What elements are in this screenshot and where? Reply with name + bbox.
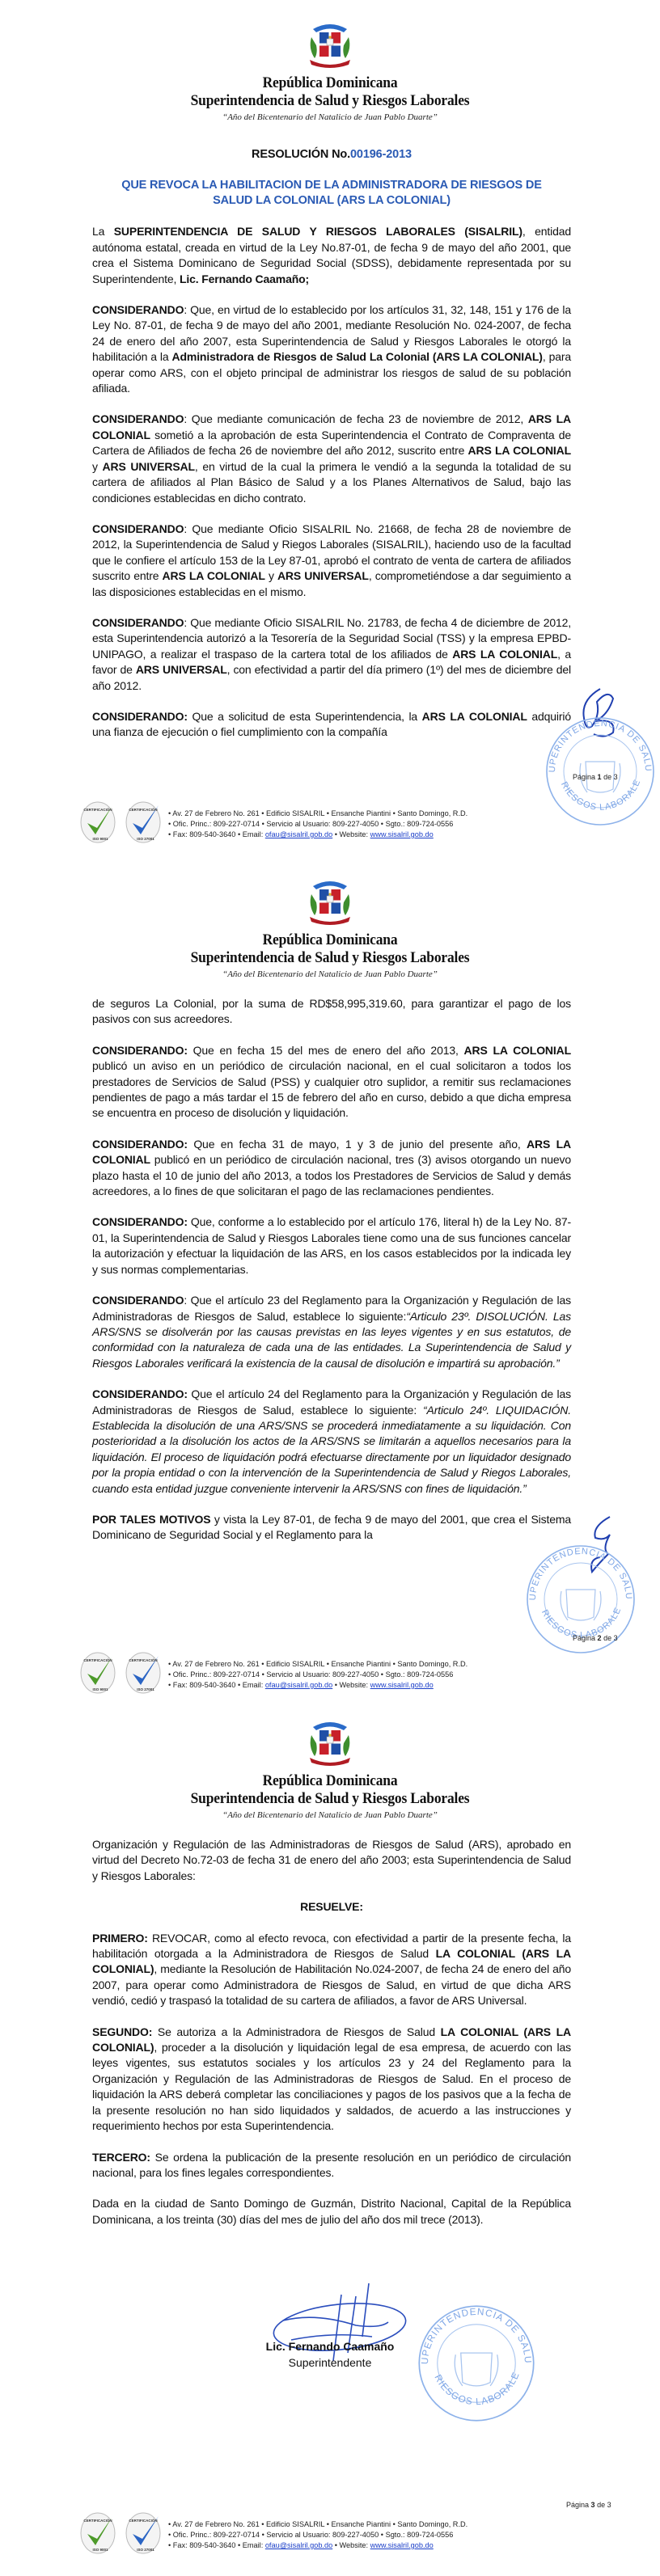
header-motto: “Año del Bicentenario del Natalicio de Juan Pablo Duarte”	[222, 112, 438, 122]
header-motto: “Año del Bicentenario del Natalicio de Juan Pablo Duarte”	[222, 969, 438, 979]
footer-fax-email-web: • Fax: 809-540-3640 • Email: ofau@sisalril.gob.do • Website: www.sisalril.gob.do	[168, 2541, 434, 2549]
por-tales-motivos: POR TALES MOTIVOS y vista la Ley 87-01, de fecha 9 de mayo del 2001, que crea el Sistema Dominicano de Seguridad Social y el Reglamento para la	[92, 1512, 571, 1542]
official-stamp-icon	[416, 2303, 537, 2424]
website-link[interactable]: www.sisalril.gob.do	[370, 1681, 434, 1689]
considerando-4: CONSIDERANDO: Que mediante Oficio SISALRIL No. 21783, de fecha 4 de diciembre de 2012, esta Superintendencia autorizó a la Tesorería de la Seguridad Social (TSS) y la empresa EPBD-UNIPAGO, a realizar el traspaso de la cartera total de los afiliados de ARS LA COLONIAL, a favor de ARS UNIVERSAL, con efectividad a partir del día primero (1º) del mes de diciembre del año 2012.	[92, 615, 572, 692]
iso-27001-certification-icon	[125, 2511, 162, 2555]
email-link[interactable]: ofau@sisalril.gob.do	[264, 1681, 333, 1689]
page-number: Página 2 de 3	[573, 1634, 618, 1642]
email-link[interactable]: ofau@sisalril.gob.do	[264, 2541, 333, 2549]
footer-fax-email-web: • Fax: 809-540-3640 • Email: ofau@sisalril.gob.do • Website: www.sisalril.gob.do	[168, 1681, 434, 1689]
continuation-paragraph: Organización y Regulación de las Administradoras de Riesgos de Salud (ARS), aprobado en virtud del Decreto No.72-03 de fecha 31 de enero del año 2003; esta Superintendencia de Salud y Riesgos Laborales:	[92, 1838, 571, 1882]
website-link[interactable]: www.sisalril.gob.do	[370, 830, 434, 838]
header-institution: Superintendencia de Salud y Riesgos Laborales	[190, 1790, 470, 1807]
considerando-5: CONSIDERANDO: Que a solicitud de esta Superintendencia, la ARS LA COLONIAL adquirió una fianza de ejecución o fiel cumplimiento con la compañía	[92, 709, 571, 739]
footer-address: • Av. 27 de Febrero No. 261 • Edificio SISALRIL • Ensanche Piantini • Santo Domingo, R.D.	[168, 809, 468, 817]
tercero: TERCERO: Se ordena la publicación de la presente resolución en un periódico de circulación nacional, para los fines legales correspondientes.	[92, 2150, 571, 2179]
coat-of-arms-icon	[303, 1719, 357, 1767]
iso-27001-certification-icon	[125, 800, 162, 844]
page-1-body	[92, 147, 571, 756]
considerando-6: CONSIDERANDO: Que en fecha 15 del mes de enero del año 2013, ARS LA COLONIAL publicó un aviso en un periódico de circulación nacional, en el cual solicitaron a todos los prestadores de Servicios de Salud (PSS) y cualquier otro suplidor, a remitir sus reclamaciones pendientes de pago a más tardar el 15 de febrero del año en curso, debido a que dicha empresa se encuentra en proceso de disolución y liquidación.	[92, 1043, 571, 1120]
iso-9001-certification-icon	[79, 800, 116, 844]
footer-fax-email-web: • Fax: 809-540-3640 • Email: ofau@sisalril.gob.do • Website: www.sisalril.gob.do	[168, 830, 434, 838]
coat-of-arms-icon	[303, 21, 357, 70]
page-number: Página 3 de 3	[566, 2501, 611, 2509]
footer-phones: • Ofic. Princ.: 809-227-0714 • Servicio al Usuario: 809-227-4050 • Sgto.: 809-724-0556	[168, 1670, 454, 1679]
primero: PRIMERO: REVOCAR, como al efecto revoca, con efectividad a partir de la presente fecha, la habilitación otorgada a la Administradora de Riesgos de Salud LA COLONIAL (ARS LA COLONIAL), mediante la Resolución de Habilitación No.024-2007, de fecha 24 de enero del año 2007, para operar como Administradora de Riesgos de Salud, en virtud de que dicha ARS vendió, cedió y traspasó la totalidad de su cartera de afiliados, a favor de ARS Universal.	[92, 1931, 571, 2008]
footer-address: • Av. 27 de Febrero No. 261 • Edificio SISALRIL • Ensanche Piantini • Santo Domingo, R.D.	[168, 1660, 468, 1668]
page-3-body	[92, 1837, 571, 2243]
email-link[interactable]: ofau@sisalril.gob.do	[264, 830, 333, 838]
intro-paragraph: La SUPERINTENDENCIA DE SALUD Y RIESGOS LABORALES (SISALRIL), entidad autónoma estatal, creada en virtud de la Ley No.87-01, de fecha 9 de mayo del año 2001, que crea el Sistema Dominicano de Seguridad Social (SDSS), debidamente representada por su Superintendente, Lic. Fernando Caamaño;	[92, 225, 571, 285]
header-institution: Superintendencia de Salud y Riesgos Laborales	[190, 92, 470, 109]
resolution-title: QUE REVOCA LA HABILITACION DE LA ADMINISTRADORA DE RIESGOS DE SALUD LA COLONIAL (ARS LA COLONIAL)	[121, 179, 542, 208]
continuation-paragraph: de seguros La Colonial, por la suma de RD$58,995,319.60, para garantizar el pago de los pasivos con sus acreedores.	[92, 997, 571, 1026]
signer-name: Lic. Fernando Caamaño	[265, 2340, 395, 2353]
footer-contact	[168, 2519, 468, 2551]
header-country: República Dominicana	[262, 74, 398, 91]
considerando-10: CONSIDERANDO: Que el artículo 24 del Reglamento para la Organización y Regulación de las Administradoras de Riesgos de Salud, establece lo siguiente: “Articulo 24º. LIQUIDACIÓN. Establecida la disolución de una ARS/SNS se procederá inmediatamente a su liquidación. Con posterioridad a la disolución los actos de la ARS/SNS se limitarán a aquellos necesarios para la liquidación. El proceso de liquidación podrá efectuarse directamente por un liquidador designado por la propia entidad o con la intervención de la Superintendencia de Salud y Riegos Laborales, cuando esta entidad juzgue conveniente intervenir la ARS/SNS con fines de liquidación.”	[92, 1387, 571, 1495]
coat-of-arms-icon	[303, 878, 357, 927]
considerando-1: CONSIDERANDO: Que, en virtud de lo establecido por los artículos 31, 32, 148, 151 y 176 de la Ley No. 87-01, de fecha 9 de mayo del año 2001, mediante Resolución No. 024-2007, de fecha 24 de enero del año 2007, esta Superintendencia de Salud y Riesgos Laborales le otorgó la habilitación a la Administradora de Riesgos de Salud La Colonial (ARS LA COLONIAL), para operar como ARS, con el objeto principal de administrar los riesgos de salud de su población afiliada.	[92, 303, 572, 395]
page-1-footer	[79, 800, 581, 865]
page-3	[0, 1675, 660, 2570]
footer-address: • Av. 27 de Febrero No. 261 • Edificio SISALRIL • Ensanche Piantini • Santo Domingo, R.D.	[168, 2520, 468, 2528]
segundo: SEGUNDO: Se autoriza a la Administradora de Riesgos de Salud LA COLONIAL (ARS LA COLONIAL), proceder a la disolución y liquidación legal de esa empresa, de acuerdo con las leyes vigentes, sus estatutos sociales y los artículos 23 y 24 del Reglamento para la Organización y Regulación de las Administradoras de Riesgos de Salud. En el proceso de liquidación la ARS deberá completar las conciliaciones y pagos de los pasivos que a la fecha de la presente resolución no han sido liquidados y saldados, de acuerdo a las instrucciones y requerimiento hechos por esta Superintendencia.	[92, 2025, 571, 2133]
header-institution: Superintendencia de Salud y Riesgos Laborales	[190, 949, 470, 966]
page-3-footer	[79, 2511, 581, 2576]
footer-contact	[168, 809, 468, 840]
website-link[interactable]: www.sisalril.gob.do	[370, 2541, 434, 2549]
resuelve-heading: RESUELVE:	[300, 1900, 363, 1914]
page-number: Página 1 de 3	[573, 773, 618, 781]
dada-paragraph: Dada en la ciudad de Santo Domingo de Guzmán, Distrito Nacional, Capital de la República Dominicana, a los treinta (30) días del mes de julio del año dos mil trece (2013).	[92, 2197, 571, 2226]
header-country: República Dominicana	[262, 931, 398, 948]
iso-9001-certification-icon	[79, 2511, 116, 2555]
footer-phones: • Ofic. Princ.: 809-227-0714 • Servicio al Usuario: 809-227-4050 • Sgto.: 809-724-0556	[168, 820, 454, 828]
resolution-number: RESOLUCIÓN No.00196-2013	[252, 148, 412, 161]
page-2-body	[92, 996, 571, 1559]
considerando-3: CONSIDERANDO: Que mediante Oficio SISALRIL No. 21668, de fecha 28 de noviembre de 2012, la Superintendencia de Salud y Riegos Laborales (SISALRIL), haciendo uso de la facultad que le confiere el artículo 153 de la Ley 87-01, aprobó el contrato de venta de cartera de afiliados suscrito entre ARS LA COLONIAL y ARS UNIVERSAL, comprometiéndose a dar seguimiento a las disposiciones establecidas en el mismo.	[92, 522, 571, 598]
considerando-2: CONSIDERANDO: Que mediante comunicación de fecha 23 de noviembre de 2012, ARS LA COLONIAL sometió a la aprobación de esta Superintendencia el Contrato de Compraventa de Cartera de Afiliados de fecha 26 de noviembre del año 2012, suscrito entre ARS LA COLONIAL y ARS UNIVERSAL, en virtud de la cual la primera le vendió a la segunda la totalidad de su cartera de afiliados al Plan Básico de Salud y a los Planes Alternativos de Salud, bajo las condiciones establecidas en dicho contrato.	[92, 412, 571, 505]
header-country: República Dominicana	[262, 1772, 398, 1789]
header-motto: “Año del Bicentenario del Natalicio de Juan Pablo Duarte”	[222, 1810, 438, 1820]
considerando-8: CONSIDERANDO: Que, conforme a lo establecido por el artículo 176, literal h) de la Ley No. 87-01, la Superintendencia de Salud y Riesgos Laborales tiene como una de sus funciones cancelar la autorización y efectuar la liquidación de las ARS, en los casos establecidos por la indicada ley y sus normas complementarias.	[92, 1215, 571, 1276]
considerando-9: CONSIDERANDO: Que el artículo 23 del Reglamento para la Organización y Regulación de las Administradoras de Riesgos de Salud, establece lo siguiente:“Articulo 23º. DISOLUCIÓN. Las ARS/SNS se disolverán por las causas previstas en las leyes vigentes y en sus estatutos, de conformidad con la naturaleza de cada una de las entidades. La Superintendencia de Salud y Riesgos Laborales verificará la existencia de la causal de disolución e impartirá su aprobación.”	[92, 1294, 571, 1370]
considerando-7: CONSIDERANDO: Que en fecha 31 de mayo, 1 y 3 de junio del presente año, ARS LA COLONIAL publicó en un periódico de circulación nacional, tres (3) avisos otorgando un nuevo plazo hasta el 10 de junio del año 2013, a todos los Prestadores de Servicios de Salud y demás acreedores, a lo fines de que solicitaran el pago de las reclamaciones pendientes.	[92, 1137, 571, 1198]
signer-title: Superintendente	[288, 2356, 372, 2369]
page-2	[0, 867, 660, 1689]
footer-phones: • Ofic. Princ.: 809-227-0714 • Servicio al Usuario: 809-227-4050 • Sgto.: 809-724-0556	[168, 2531, 454, 2539]
page-1	[0, 0, 660, 867]
